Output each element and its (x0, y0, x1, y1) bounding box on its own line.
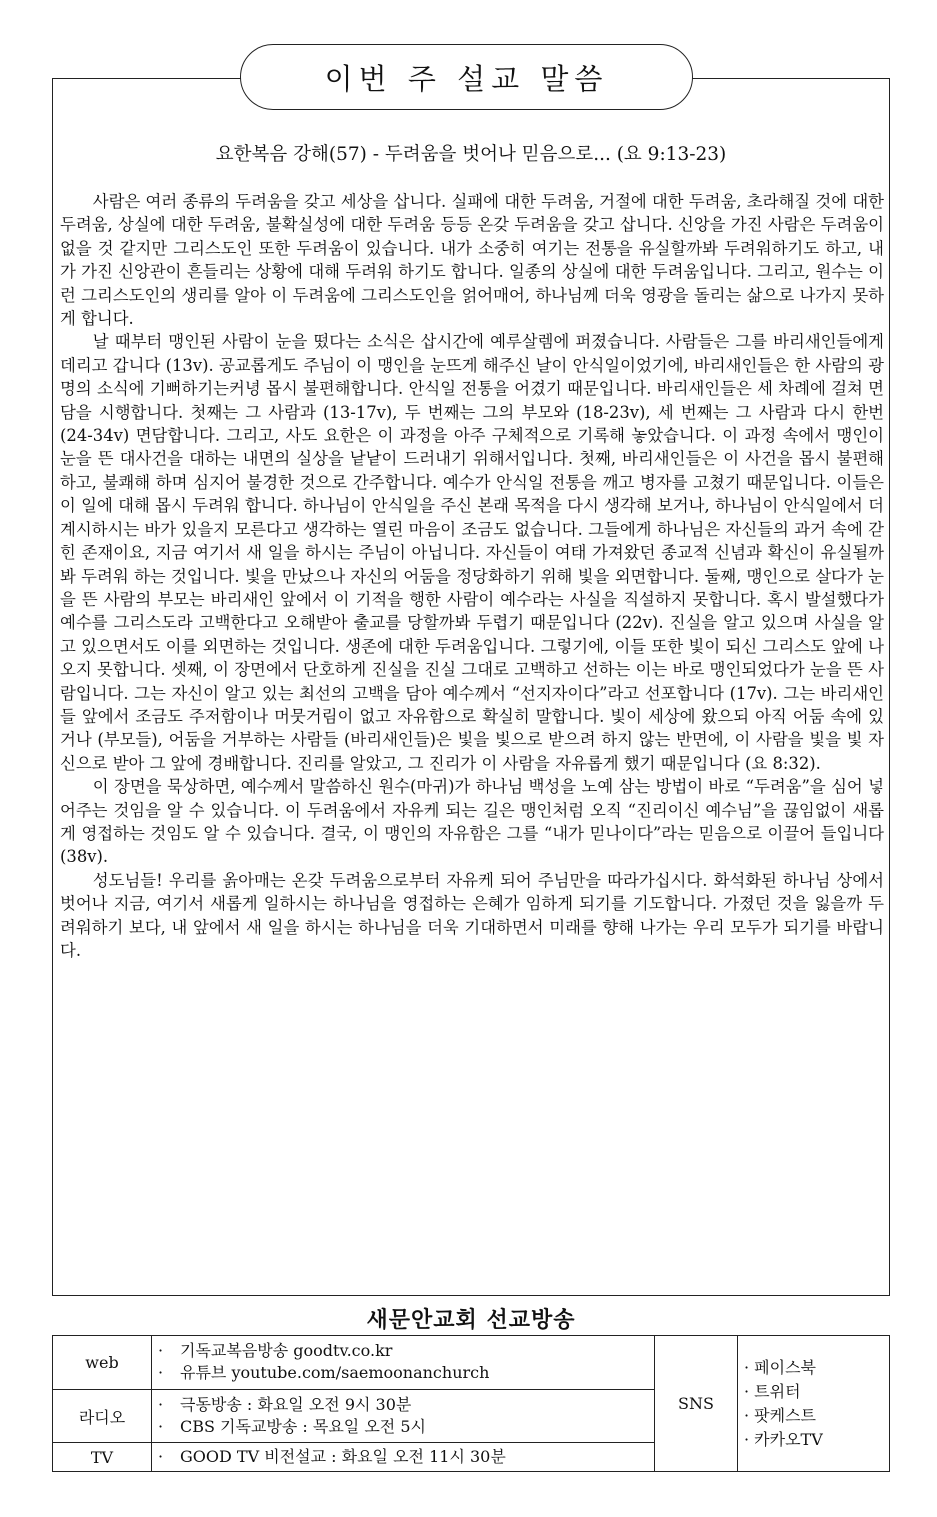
paragraph: 사람은 여러 종류의 두려움을 갖고 세상을 삽니다. 실패에 대한 두려움, 거절에 대한 두려움, 초라해질 것에 대한 두려움, 상실에 대한 두려움, 불확실성에 대한 두려움 등등 온갖 두려움을 갖고 삽니다. 신앙을 가진 사람은 두려움이 없을 것 같지만 그리스도인 또한 두려움이 있습니다. 내가 소중히 여기는 전통을 유실할까봐 두려워하기도 하고, 내가 가진 신앙관이 흔들리는 상황에 대해 두려워 하기도 합니다. 일종의 상실에 대한 두려움입니다. 그리고, 원수는 이런 그리스도인의 생리를 알아 이 두려움에 그리스도인을 얽어매어, 하나님께 더욱 영광을 돌리는 삶으로 나가지 못하게 합니다. (60, 192, 884, 329)
list-item: · 카카오TV (744, 1429, 823, 1449)
header-title-box (240, 44, 693, 110)
list-item (158, 1416, 648, 1438)
tv-info (152, 1443, 655, 1472)
bullet: · (158, 1341, 164, 1361)
list-item: · 페이스북 (744, 1357, 816, 1377)
list-item (158, 1394, 648, 1416)
web-line: 기독교복음방송 goodtv.co.kr (180, 1341, 393, 1361)
bullet: · (158, 1363, 164, 1383)
tv-label: TV (53, 1443, 152, 1472)
list-item (158, 1362, 648, 1384)
list-item (158, 1446, 648, 1468)
radio-info (152, 1389, 655, 1443)
radio-line: 극동방송 : 화요일 오전 9시 30분 (180, 1395, 412, 1415)
sns-label: SNS (655, 1336, 738, 1472)
list-item: · 트위터 (744, 1381, 801, 1401)
broadcast-table (52, 1335, 890, 1472)
bullet: · (158, 1395, 164, 1415)
bullet: · (158, 1417, 164, 1437)
sns-list (738, 1336, 890, 1472)
page-title: 이번 주 설교 말씀 (324, 61, 609, 96)
web-info (152, 1336, 655, 1390)
broadcast-title: 새문안교회 선교방송 (366, 1307, 576, 1333)
radio-line: CBS 기독교방송 : 목요일 오전 5시 (180, 1417, 426, 1437)
web-line: 유튜브 youtube.com/saemoonanchurch (180, 1363, 490, 1383)
paragraph: 날 때부터 맹인된 사람이 눈을 떴다는 소식은 삽시간에 예루살렘에 퍼졌습니다. 사람들은 그를 바리새인들에게 데리고 갑니다 (13v). 공교롭게도 주님이 이 맹인을 눈뜨게 해주신 날이 안식일이었기에, 바리새인들은 한 사람의 광명의 소식에 기뻐하기는커녕 몹시 불편해합니다. 안식일 전통을 어겼기 때문입니다. 바리새인들은 세 차례에 걸쳐 면담을 시행합니다. 첫째는 그 사람과 (13-17v), 두 번째는 그의 부모와 (18-23v), 세 번째는 그 사람과 다시 한번(24-34v) 면담합니다. 그리고, 사도 요한은 이 과정을 아주 구체적으로 기록해 놓았습니다. 이 과정 속에서 맹인이 눈을 뜬 대사건을 대하는 내면의 실상을 낱낱이 드러내기 위해서입니다. 첫째, 바리새인들은 이 사건을 몹시 불편해하고, 불쾌해 하며 심지어 불경한 것으로 간주합니다. 예수가 안식일 전통을 깨고 병자를 고쳤기 때문입니다. 이들은 이 일에 대해 몹시 두려워 합니다. 하나님이 안식일을 주신 본래 목적을 다시 생각해 보거나, 하나님이 안식일에서 더 계시하시는 바가 있을지 모른다고 생각하는 열린 마음이 조금도 없습니다. 그들에게 하나님은 자신들의 과거 속에 갇힌 존재이요, 지금 여기서 새 일을 하시는 주님이 아닙니다. 자신들이 여태 가져왔던 종교적 신념과 확신이 유실될까봐 두려워 하는 것입니다. 빛을 만났으나 자신의 어둠을 정당화하기 위해 빛을 외면합니다. 둘째, 맹인으로 살다가 눈을 뜬 사람의 부모는 바리새인 앞에서 이 기적을 행한 사람이 예수라는 사실을 직설하지 못합니다. 혹시 발설했다가 예수를 그리스도라 고백한다고 오해받아 출교를 당할까봐 두렵기 때문입니다 (22v). 진실을 알고 있으며 사실을 알고 있으면서도 이를 외면하는 것입니다. 생존에 대한 두려움입니다. 그렇기에, 이들 또한 빛이 되신 그리스도 앞에 나오지 못합니다. 셋째, 이 장면에서 단호하게 진실을 진실 그대로 고백하고 선하는 이는 바로 맹인되었다가 눈을 뜬 사람입니다. 그는 자신이 알고 있는 최선의 고백을 담아 예수께서 “선지자이다”라고 선포합니다 (17v). 그는 바리새인들 앞에서 조금도 주저함이나 머뭇거림이 없고 자유함으로 확실히 말합니다. 빛이 세상에 왔으되 아직 어둠 속에 있거나 (부모들), 어둠을 거부하는 사람들 (바리새인들)은 빛을 빛으로 받으려 하지 않는 반면에, 이 사람을 빛을 빛 자신으로 받아 그 앞에 경배합니다. 진리를 알았고, 그 진리가 이 사람을 자유롭게 했기 때문입니다 (요 8:32). (60, 332, 884, 773)
paragraph: 성도님들! 우리를 옭아매는 온갖 두려움으로부터 자유케 되어 주님만을 따라가십시다. 화석화된 하나님 상에서 벗어나 지금, 여기서 새롭게 일하시는 하나님을 영접하는 은혜가 임하게 되기를 기도합니다. 가졌던 것을 잃을까 두려워하기 보다, 내 앞에서 새 일을 하시는 하나님을 더욱 기대하면서 미래를 향해 나가는 우리 모두가 되기를 바랍니다. (60, 870, 884, 960)
sermon-title: 요한복음 강해(57) - 두려움을 벗어나 믿음으로... (요 9:13-23) (215, 144, 727, 165)
bullet: · (158, 1447, 164, 1467)
sermon-body (60, 190, 884, 962)
list-item (158, 1340, 648, 1362)
tv-line: GOOD TV 비전설교 : 화요일 오전 11시 30분 (180, 1447, 506, 1467)
paragraph: 이 장면을 묵상하면, 예수께서 말씀하신 원수(마귀)가 하나님 백성을 노예 삼는 방법이 바로 “두려움”을 심어 넣어주는 것임을 알 수 있습니다. 이 두려움에서 자유케 되는 길은 맹인처럼 오직 “진리이신 예수님”을 끊임없이 새롭게 영접하는 것임도 알 수 있습니다. 결국, 이 맹인의 자유함은 그를 “내가 믿나이다”라는 믿음으로 이끌어 들입니다 (38v). (60, 777, 884, 867)
web-label: web (53, 1336, 152, 1390)
radio-label: 라디오 (53, 1389, 152, 1443)
list-item: · 팟케스트 (744, 1405, 816, 1425)
table-row (53, 1336, 890, 1390)
